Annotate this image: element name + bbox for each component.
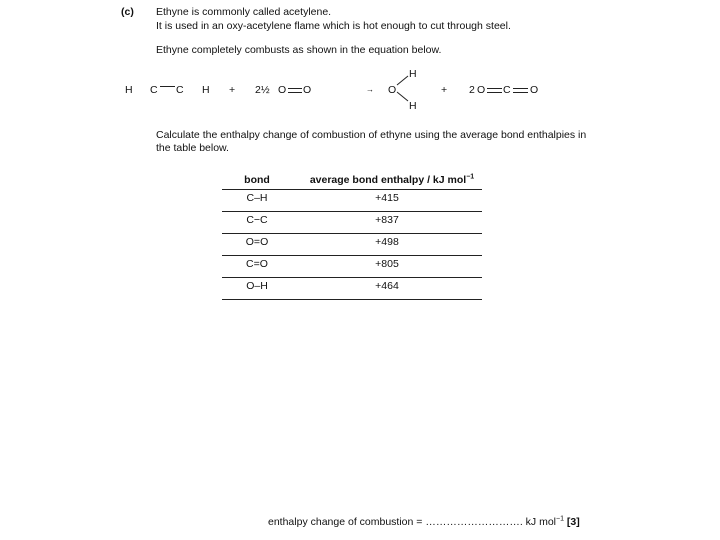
row-divider [222, 299, 482, 300]
marks: [3] [566, 516, 580, 528]
eq-o2-a: O [278, 84, 287, 96]
header-enthalpy-sup: −1 [466, 173, 475, 181]
bond-cell: O=O [245, 236, 269, 248]
bond-cell: C=O [246, 258, 268, 270]
row-divider [222, 233, 482, 234]
value-cell: +805 [375, 258, 399, 270]
part-label: (c) [121, 6, 134, 18]
value-cell: +498 [375, 236, 399, 248]
oo-double-bond [288, 88, 302, 93]
answer-label: enthalpy change of combustion = [268, 516, 426, 528]
co-double-bond-2 [513, 88, 528, 93]
bond-cell: C–H [246, 192, 268, 204]
eq-co2-coeff: 2 [469, 84, 475, 96]
eq-h1: H [125, 84, 133, 96]
row-divider [222, 211, 482, 212]
eq-water-h-bottom: H [409, 100, 417, 112]
eq-co2-o2: O [530, 84, 539, 96]
eq-plus1: + [229, 84, 236, 96]
answer-unit: kJ mol [525, 516, 557, 528]
eq-water-h-top: H [409, 68, 417, 80]
answer-line [268, 516, 580, 528]
eq-water-o: O [388, 84, 397, 96]
bond-cell: O–H [246, 280, 268, 292]
cc-bond [160, 86, 175, 87]
intro-line-2: It is used in an oxy-acetylene flame which is hot enough to cut through steel. [156, 20, 511, 32]
header-bond: bond [244, 174, 270, 186]
intro-line-1: Ethyne is commonly called acetylene. [156, 6, 332, 18]
row-divider [222, 255, 482, 256]
answer-blank[interactable]: ………………………. [425, 516, 523, 528]
task-line-2: the table below. [156, 142, 229, 154]
eq-co2-c: C [503, 84, 511, 96]
eq-o2-coeff: 2½ [255, 84, 270, 96]
header-enthalpy [297, 174, 487, 186]
bond-enthalpy-table [222, 170, 482, 302]
eq-plus2: + [441, 84, 448, 96]
reaction-arrow: → [366, 85, 374, 94]
task-line-1: Calculate the enthalpy change of combustion of ethyne using the average bond enthalpies in [156, 129, 587, 141]
value-cell: +837 [375, 214, 399, 226]
value-cell: +464 [375, 280, 399, 292]
eq-c1: C [150, 84, 158, 96]
eq-c2: C [176, 84, 184, 96]
equation-intro: Ethyne completely combusts as shown in the equation below. [156, 44, 442, 56]
row-divider [222, 277, 482, 278]
header-divider [222, 189, 482, 190]
bond-cell: C−C [246, 214, 268, 226]
eq-co2-o1: O [477, 84, 486, 96]
eq-h2: H [202, 84, 210, 96]
eq-o2-b: O [303, 84, 312, 96]
value-cell: +415 [375, 192, 399, 204]
co-double-bond-1 [487, 88, 502, 93]
header-enthalpy-text: average bond enthalpy / kJ mol [309, 174, 467, 186]
answer-unit-sup: −1 [556, 515, 564, 523]
